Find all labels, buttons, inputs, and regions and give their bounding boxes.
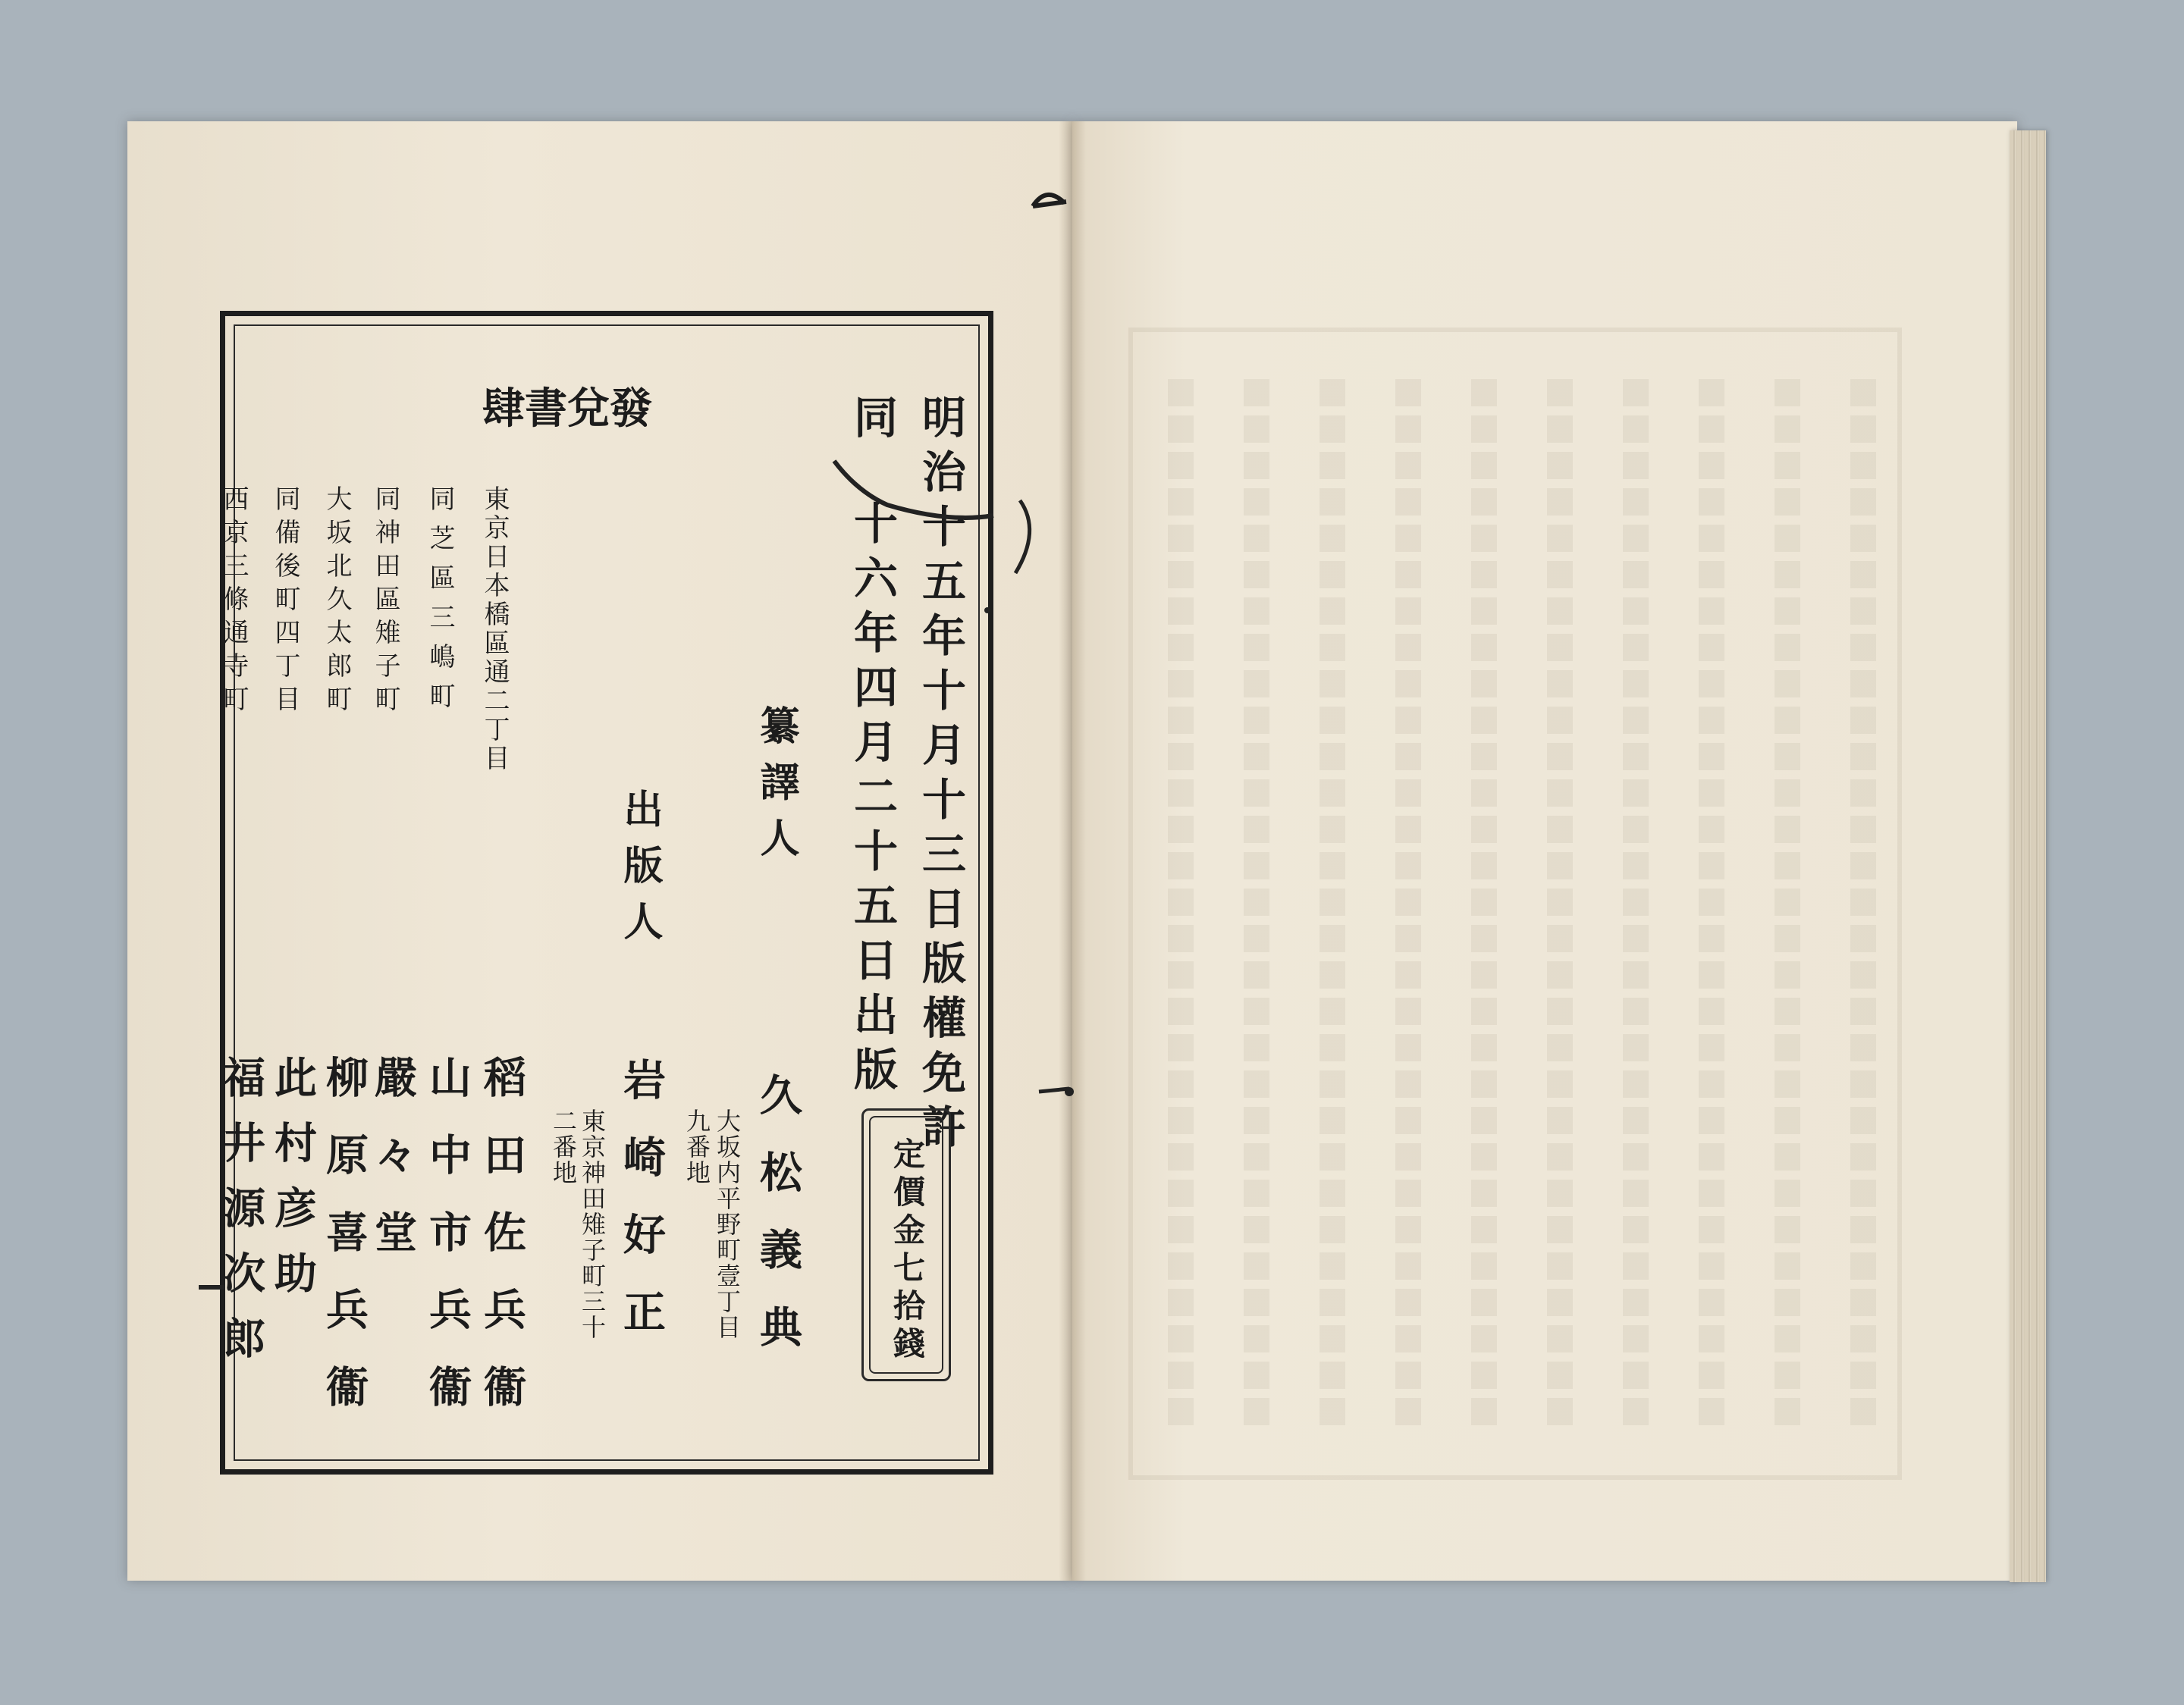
seller-address: 東京日本橋區通二丁目 bbox=[479, 485, 510, 773]
ink-mark bbox=[1039, 1089, 1069, 1092]
publisher-address-line-1: 東京神田雉子町三十 bbox=[578, 1108, 607, 1340]
seller-name: 福井源次郎 bbox=[216, 1055, 266, 1381]
seller-name: 柳原喜兵衞 bbox=[319, 1055, 369, 1442]
sellers-heading: 發兌書肆 bbox=[482, 384, 652, 434]
translator-address-line-1: 大坂内平野町壹丁目 bbox=[713, 1108, 742, 1340]
license-date: 明治十五年十月十三日版權免許 bbox=[915, 394, 966, 1158]
ink-mark bbox=[1033, 195, 1066, 206]
ink-dot bbox=[1065, 1087, 1074, 1096]
price-text: 定價金七拾錢 bbox=[889, 1137, 926, 1365]
publication-date-prefix: 同 bbox=[846, 394, 898, 449]
translator-label: 纂譯人 bbox=[753, 705, 799, 873]
seller-name: 此村彦助 bbox=[268, 1055, 318, 1316]
seller-name: 嚴々堂 bbox=[368, 1055, 418, 1287]
seller-address: 西京三條通寺町 bbox=[218, 485, 249, 719]
translator-address-line-2: 九番地 bbox=[682, 1108, 711, 1186]
publisher-address-line-2: 二番地 bbox=[549, 1108, 578, 1186]
seller-address: 大坂北久太郎町 bbox=[322, 485, 352, 719]
publication-date: 十六年四月二十五日出版 bbox=[846, 500, 898, 1101]
ink-mark bbox=[1015, 500, 1030, 573]
seller-address: 同芝區三嶋町 bbox=[425, 485, 455, 722]
publisher-name: 岩崎好正 bbox=[617, 1058, 667, 1367]
publisher-label: 出版人 bbox=[617, 788, 663, 957]
ink-mark bbox=[834, 461, 993, 518]
ink-dot bbox=[984, 607, 990, 613]
seller-name: 稻田佐兵衞 bbox=[477, 1055, 527, 1442]
translator-name: 久松義典 bbox=[753, 1073, 803, 1382]
seller-address: 同備後町四丁目 bbox=[270, 485, 300, 719]
seller-address: 同神田區雉子町 bbox=[370, 485, 400, 719]
seller-name: 山中市兵衞 bbox=[422, 1055, 472, 1442]
